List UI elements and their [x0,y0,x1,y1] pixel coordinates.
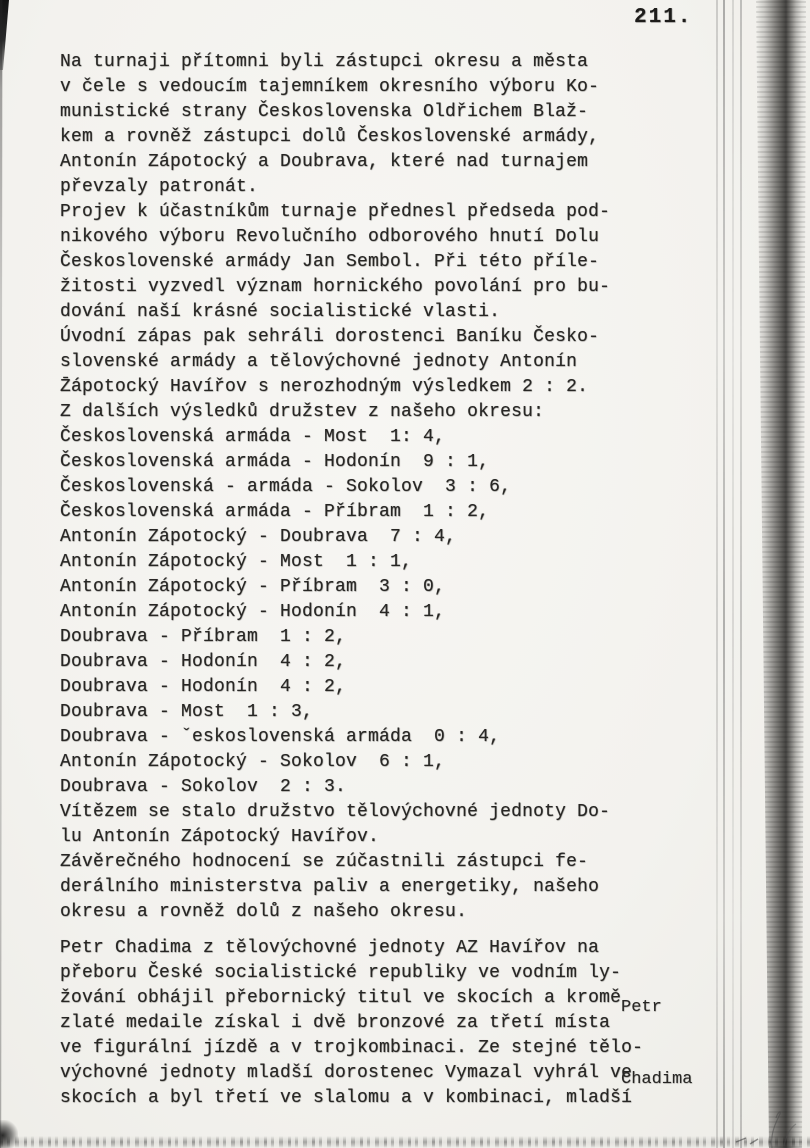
margin-note [621,948,692,1140]
text-line: nikového výboru Revolučního odborového hnutí Dolu [60,227,600,247]
text-line: žování obhájil přebornický titul ve skocích a kromě [60,988,622,1008]
footer-text-block [60,936,643,1111]
vertical-scratch-artifact [710,0,752,1148]
text-line: Doubrava - Hodonín 4 : 2, [60,677,347,697]
bottom-left-ink-blob [0,1120,18,1148]
text-line: Petr Chadima z tělovýchovné jednoty AZ Havířov na [60,938,600,958]
handwritten-scribble [726,1104,798,1148]
text-line: Doubrava - Most 1 : 3, [60,702,314,722]
text-line: Antonín Zápotocký - Sokolov 6 : 1, [60,752,446,772]
page-number: 211. [634,6,693,29]
text-line: převzaly patronát. [60,177,259,197]
text-line: Závěrečného hodnocení se zúčastnili zástupci fe- [60,852,589,872]
text-line: slovenské armády a tělovýchovné jednoty Antonín [60,352,578,372]
bottom-edge-scan-artifact [0,1136,810,1148]
text-line: Z dalších výsledků družstev z našeho okresu: [60,402,545,422]
text-line: Antonín Zápotocký - Most 1 : 1, [60,552,413,572]
text-line: Doubrava - Příbram 1 : 2, [60,627,347,647]
text-line: Projev k účastníkům turnaje přednesl předseda pod- [60,202,611,222]
body-text-block [60,50,610,925]
text-line: Úvodní zápas pak sehráli dorostenci Baníku Česko- [60,327,600,347]
text-line: lu Antonín Zápotocký Havířov. [60,827,380,847]
right-edge-binding-shadow [756,0,806,1148]
text-line: Československá armáda - Hodonín 9 : 1, [60,452,490,472]
text-line: Doubrava - ˇeskoslovenská armáda 0 : 4, [60,727,501,747]
text-line: zlaté medaile získal i dvě bronzové za třetí místa [60,1013,611,1033]
text-line: derálního ministerstva paliv a energetiky, našeho [60,877,600,897]
text-line: okresu a rovněž dolů z našeho okresu. [60,902,468,922]
margin-note-line: Petr [621,998,662,1017]
text-line: Československá - armáda - Sokolov 3 : 6, [60,477,512,497]
text-line: munistické strany Československa Oldřichem Blaž- [60,102,589,122]
text-line: Vítězem se stalo družstvo tělovýchovné jednoty Do- [60,802,611,822]
margin-note-line: Chadima [621,1070,693,1089]
text-line: Československá armáda - Most 1: 4, [60,427,446,447]
text-line: Antonín Zápotocký - Doubrava 7 : 4, [60,527,457,547]
text-line: Antonín Zápotocký - Hodonín 4 : 1, [60,602,446,622]
text-line: Doubrava - Hodonín 4 : 2, [60,652,347,672]
text-line: přeboru České socialistické republiky ve vodním ly- [60,963,622,983]
text-line: v čele s vedoucím tajemníkem okresního výboru Ko- [60,77,600,97]
text-line: ve figurální jízdě a v trojkombinaci. Ze stejné tělo- [60,1038,644,1058]
text-line: Z̄ápotocký Havířov s nerozhodným výsledkem 2 : 2. [60,377,589,397]
text-line: skocích a byl třetí ve slalomu a v kombinaci, mladší [60,1088,633,1108]
left-edge-line-artifact [0,0,4,1148]
text-line: Československá armáda - Příbram 1 : 2, [60,502,490,522]
text-line: Antonín Zápotocký - Příbram 3 : 0, [60,577,446,597]
text-line: Na turnaji přítomni byli zástupci okresu a města [60,52,589,72]
text-line: žitosti vyzvedl význam hornického povolání pro bu- [60,277,611,297]
text-line: kem a rovněž zástupci dolů Československé armády, [60,127,600,147]
text-line: Československé armády Jan Sembol. Při této příle- [60,252,600,272]
text-line: Doubrava - Sokolov 2 : 3. [60,777,347,797]
text-line: Antonín Zápotocký a Doubrava, které nad turnajem [60,152,589,172]
text-line: dování naší krásné socialistické vlasti. [60,302,501,322]
text-line: výchovné jednoty mladší dorostenec Vymazal vyhrál ve [60,1063,633,1083]
